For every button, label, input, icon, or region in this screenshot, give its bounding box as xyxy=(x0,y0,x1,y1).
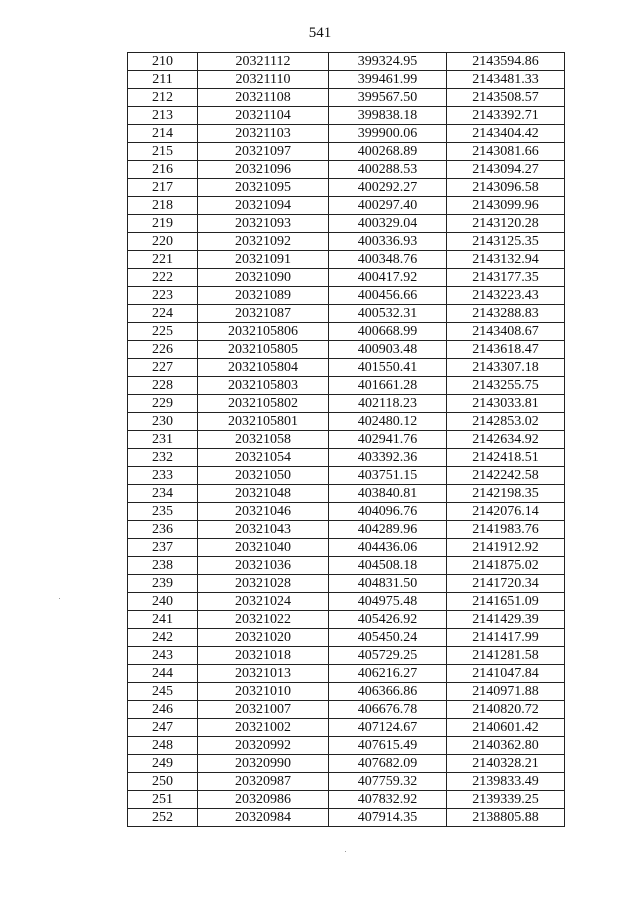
table-row xyxy=(128,575,565,593)
x-coordinate-cell: 400268.89 xyxy=(329,143,447,161)
point-number-cell: 236 xyxy=(128,521,198,539)
table-row xyxy=(128,737,565,755)
x-coordinate-cell: 406366.86 xyxy=(329,683,447,701)
x-coordinate-cell: 404508.18 xyxy=(329,557,447,575)
point-number-cell: 228 xyxy=(128,377,198,395)
y-coordinate-cell: 2143033.81 xyxy=(447,395,565,413)
x-coordinate-cell: 404831.50 xyxy=(329,575,447,593)
point-id-cell: 20320990 xyxy=(198,755,329,773)
x-coordinate-cell: 400348.76 xyxy=(329,251,447,269)
x-coordinate-cell: 399324.95 xyxy=(329,53,447,71)
point-number-cell: 234 xyxy=(128,485,198,503)
x-coordinate-cell: 400903.48 xyxy=(329,341,447,359)
x-coordinate-cell: 403751.15 xyxy=(329,467,447,485)
x-coordinate-cell: 403392.36 xyxy=(329,449,447,467)
point-number-cell: 217 xyxy=(128,179,198,197)
point-id-cell: 20321054 xyxy=(198,449,329,467)
y-coordinate-cell: 2143125.35 xyxy=(447,233,565,251)
y-coordinate-cell: 2141417.99 xyxy=(447,629,565,647)
table-row xyxy=(128,323,565,341)
point-id-cell: 2032105802 xyxy=(198,395,329,413)
point-id-cell: 20321108 xyxy=(198,89,329,107)
point-id-cell: 20321087 xyxy=(198,305,329,323)
point-id-cell: 20321097 xyxy=(198,143,329,161)
point-id-cell: 20321043 xyxy=(198,521,329,539)
table-row xyxy=(128,287,565,305)
y-coordinate-cell: 2139339.25 xyxy=(447,791,565,809)
point-id-cell: 2032105801 xyxy=(198,413,329,431)
y-coordinate-cell: 2141983.76 xyxy=(447,521,565,539)
point-id-cell: 20320984 xyxy=(198,809,329,827)
scan-speck xyxy=(59,598,60,599)
y-coordinate-cell: 2143081.66 xyxy=(447,143,565,161)
y-coordinate-cell: 2141651.09 xyxy=(447,593,565,611)
x-coordinate-cell: 400336.93 xyxy=(329,233,447,251)
x-coordinate-cell: 404436.06 xyxy=(329,539,447,557)
x-coordinate-cell: 402941.76 xyxy=(329,431,447,449)
y-coordinate-cell: 2143132.94 xyxy=(447,251,565,269)
table-row xyxy=(128,665,565,683)
table-row xyxy=(128,359,565,377)
point-number-cell: 223 xyxy=(128,287,198,305)
table-row xyxy=(128,773,565,791)
y-coordinate-cell: 2143288.83 xyxy=(447,305,565,323)
y-coordinate-cell: 2138805.88 xyxy=(447,809,565,827)
table-row xyxy=(128,593,565,611)
x-coordinate-cell: 400456.66 xyxy=(329,287,447,305)
point-id-cell: 20321112 xyxy=(198,53,329,71)
point-id-cell: 20321110 xyxy=(198,71,329,89)
x-coordinate-cell: 401661.28 xyxy=(329,377,447,395)
point-number-cell: 235 xyxy=(128,503,198,521)
point-id-cell: 20321103 xyxy=(198,125,329,143)
point-number-cell: 233 xyxy=(128,467,198,485)
point-id-cell: 20320992 xyxy=(198,737,329,755)
x-coordinate-cell: 401550.41 xyxy=(329,359,447,377)
x-coordinate-cell: 400532.31 xyxy=(329,305,447,323)
x-coordinate-cell: 400668.99 xyxy=(329,323,447,341)
point-id-cell: 2032105803 xyxy=(198,377,329,395)
point-number-cell: 239 xyxy=(128,575,198,593)
point-number-cell: 231 xyxy=(128,431,198,449)
y-coordinate-cell: 2143392.71 xyxy=(447,107,565,125)
y-coordinate-cell: 2143508.57 xyxy=(447,89,565,107)
x-coordinate-cell: 399900.06 xyxy=(329,125,447,143)
y-coordinate-cell: 2143618.47 xyxy=(447,341,565,359)
point-number-cell: 232 xyxy=(128,449,198,467)
x-coordinate-cell: 402118.23 xyxy=(329,395,447,413)
point-number-cell: 251 xyxy=(128,791,198,809)
point-number-cell: 219 xyxy=(128,215,198,233)
point-number-cell: 243 xyxy=(128,647,198,665)
table-row xyxy=(128,503,565,521)
table-row xyxy=(128,377,565,395)
table-row xyxy=(128,215,565,233)
point-id-cell: 20321022 xyxy=(198,611,329,629)
y-coordinate-cell: 2142853.02 xyxy=(447,413,565,431)
table-row xyxy=(128,269,565,287)
table-row xyxy=(128,629,565,647)
x-coordinate-cell: 407615.49 xyxy=(329,737,447,755)
scan-speck xyxy=(345,851,346,852)
y-coordinate-cell: 2143481.33 xyxy=(447,71,565,89)
y-coordinate-cell: 2141281.58 xyxy=(447,647,565,665)
y-coordinate-cell: 2143594.86 xyxy=(447,53,565,71)
x-coordinate-cell: 407914.35 xyxy=(329,809,447,827)
table-row xyxy=(128,557,565,575)
point-number-cell: 252 xyxy=(128,809,198,827)
table-row xyxy=(128,143,565,161)
y-coordinate-cell: 2142418.51 xyxy=(447,449,565,467)
x-coordinate-cell: 407124.67 xyxy=(329,719,447,737)
x-coordinate-cell: 406216.27 xyxy=(329,665,447,683)
y-coordinate-cell: 2142198.35 xyxy=(447,485,565,503)
point-number-cell: 245 xyxy=(128,683,198,701)
y-coordinate-cell: 2143307.18 xyxy=(447,359,565,377)
y-coordinate-cell: 2141720.34 xyxy=(447,575,565,593)
point-number-cell: 240 xyxy=(128,593,198,611)
point-id-cell: 20321048 xyxy=(198,485,329,503)
point-number-cell: 210 xyxy=(128,53,198,71)
x-coordinate-cell: 400417.92 xyxy=(329,269,447,287)
y-coordinate-cell: 2143096.58 xyxy=(447,179,565,197)
table-row xyxy=(128,197,565,215)
point-number-cell: 218 xyxy=(128,197,198,215)
point-id-cell: 20321095 xyxy=(198,179,329,197)
table-row xyxy=(128,647,565,665)
point-number-cell: 222 xyxy=(128,269,198,287)
point-number-cell: 242 xyxy=(128,629,198,647)
x-coordinate-cell: 399567.50 xyxy=(329,89,447,107)
y-coordinate-cell: 2142076.14 xyxy=(447,503,565,521)
table-row xyxy=(128,395,565,413)
point-number-cell: 248 xyxy=(128,737,198,755)
y-coordinate-cell: 2140820.72 xyxy=(447,701,565,719)
x-coordinate-cell: 400297.40 xyxy=(329,197,447,215)
coordinates-table xyxy=(127,52,565,827)
x-coordinate-cell: 407759.32 xyxy=(329,773,447,791)
y-coordinate-cell: 2140601.42 xyxy=(447,719,565,737)
y-coordinate-cell: 2141875.02 xyxy=(447,557,565,575)
point-id-cell: 20321028 xyxy=(198,575,329,593)
x-coordinate-cell: 404975.48 xyxy=(329,593,447,611)
point-id-cell: 20321096 xyxy=(198,161,329,179)
table-row xyxy=(128,449,565,467)
table-row xyxy=(128,701,565,719)
table-row xyxy=(128,719,565,737)
x-coordinate-cell: 407832.92 xyxy=(329,791,447,809)
point-number-cell: 214 xyxy=(128,125,198,143)
point-number-cell: 249 xyxy=(128,755,198,773)
table-row xyxy=(128,683,565,701)
coordinates-table-body xyxy=(128,53,565,827)
x-coordinate-cell: 405729.25 xyxy=(329,647,447,665)
point-id-cell: 20321058 xyxy=(198,431,329,449)
point-number-cell: 230 xyxy=(128,413,198,431)
point-id-cell: 20321089 xyxy=(198,287,329,305)
x-coordinate-cell: 405426.92 xyxy=(329,611,447,629)
y-coordinate-cell: 2143094.27 xyxy=(447,161,565,179)
table-row xyxy=(128,611,565,629)
table-row xyxy=(128,521,565,539)
table-row xyxy=(128,251,565,269)
point-id-cell: 20320986 xyxy=(198,791,329,809)
point-id-cell: 2032105805 xyxy=(198,341,329,359)
table-row xyxy=(128,89,565,107)
y-coordinate-cell: 2140971.88 xyxy=(447,683,565,701)
y-coordinate-cell: 2141912.92 xyxy=(447,539,565,557)
y-coordinate-cell: 2142634.92 xyxy=(447,431,565,449)
point-id-cell: 20320987 xyxy=(198,773,329,791)
table-row xyxy=(128,125,565,143)
y-coordinate-cell: 2143120.28 xyxy=(447,215,565,233)
point-number-cell: 241 xyxy=(128,611,198,629)
point-number-cell: 246 xyxy=(128,701,198,719)
table-row xyxy=(128,809,565,827)
x-coordinate-cell: 403840.81 xyxy=(329,485,447,503)
point-id-cell: 2032105804 xyxy=(198,359,329,377)
y-coordinate-cell: 2143223.43 xyxy=(447,287,565,305)
table-row xyxy=(128,755,565,773)
y-coordinate-cell: 2141047.84 xyxy=(447,665,565,683)
point-number-cell: 224 xyxy=(128,305,198,323)
point-number-cell: 247 xyxy=(128,719,198,737)
point-id-cell: 20321040 xyxy=(198,539,329,557)
x-coordinate-cell: 406676.78 xyxy=(329,701,447,719)
point-number-cell: 227 xyxy=(128,359,198,377)
point-number-cell: 250 xyxy=(128,773,198,791)
point-number-cell: 237 xyxy=(128,539,198,557)
point-id-cell: 2032105806 xyxy=(198,323,329,341)
x-coordinate-cell: 399461.99 xyxy=(329,71,447,89)
point-id-cell: 20321018 xyxy=(198,647,329,665)
point-id-cell: 20321024 xyxy=(198,593,329,611)
point-number-cell: 225 xyxy=(128,323,198,341)
table-row xyxy=(128,233,565,251)
point-number-cell: 238 xyxy=(128,557,198,575)
point-number-cell: 215 xyxy=(128,143,198,161)
point-id-cell: 20321020 xyxy=(198,629,329,647)
point-id-cell: 20321007 xyxy=(198,701,329,719)
point-id-cell: 20321013 xyxy=(198,665,329,683)
y-coordinate-cell: 2141429.39 xyxy=(447,611,565,629)
x-coordinate-cell: 399838.18 xyxy=(329,107,447,125)
table-row xyxy=(128,791,565,809)
table-row xyxy=(128,305,565,323)
y-coordinate-cell: 2140328.21 xyxy=(447,755,565,773)
x-coordinate-cell: 407682.09 xyxy=(329,755,447,773)
table-row xyxy=(128,539,565,557)
table-row xyxy=(128,485,565,503)
table-row xyxy=(128,467,565,485)
x-coordinate-cell: 404096.76 xyxy=(329,503,447,521)
table-row xyxy=(128,431,565,449)
point-id-cell: 20321046 xyxy=(198,503,329,521)
x-coordinate-cell: 405450.24 xyxy=(329,629,447,647)
y-coordinate-cell: 2143408.67 xyxy=(447,323,565,341)
point-id-cell: 20321093 xyxy=(198,215,329,233)
table-row xyxy=(128,161,565,179)
x-coordinate-cell: 404289.96 xyxy=(329,521,447,539)
point-id-cell: 20321050 xyxy=(198,467,329,485)
x-coordinate-cell: 400292.27 xyxy=(329,179,447,197)
point-id-cell: 20321002 xyxy=(198,719,329,737)
point-id-cell: 20321104 xyxy=(198,107,329,125)
x-coordinate-cell: 400288.53 xyxy=(329,161,447,179)
point-id-cell: 20321092 xyxy=(198,233,329,251)
x-coordinate-cell: 402480.12 xyxy=(329,413,447,431)
point-number-cell: 212 xyxy=(128,89,198,107)
y-coordinate-cell: 2143099.96 xyxy=(447,197,565,215)
point-number-cell: 226 xyxy=(128,341,198,359)
point-number-cell: 229 xyxy=(128,395,198,413)
y-coordinate-cell: 2143255.75 xyxy=(447,377,565,395)
table-row xyxy=(128,413,565,431)
point-number-cell: 220 xyxy=(128,233,198,251)
y-coordinate-cell: 2139833.49 xyxy=(447,773,565,791)
point-id-cell: 20321091 xyxy=(198,251,329,269)
point-number-cell: 211 xyxy=(128,71,198,89)
point-number-cell: 221 xyxy=(128,251,198,269)
point-number-cell: 244 xyxy=(128,665,198,683)
y-coordinate-cell: 2140362.80 xyxy=(447,737,565,755)
table-row xyxy=(128,341,565,359)
y-coordinate-cell: 2142242.58 xyxy=(447,467,565,485)
table-row xyxy=(128,107,565,125)
point-number-cell: 216 xyxy=(128,161,198,179)
table-row xyxy=(128,71,565,89)
table-row xyxy=(128,53,565,71)
point-id-cell: 20321010 xyxy=(198,683,329,701)
point-id-cell: 20321036 xyxy=(198,557,329,575)
table-row xyxy=(128,179,565,197)
y-coordinate-cell: 2143177.35 xyxy=(447,269,565,287)
page-number: 541 xyxy=(308,25,332,41)
point-number-cell: 213 xyxy=(128,107,198,125)
y-coordinate-cell: 2143404.42 xyxy=(447,125,565,143)
point-id-cell: 20321090 xyxy=(198,269,329,287)
x-coordinate-cell: 400329.04 xyxy=(329,215,447,233)
point-id-cell: 20321094 xyxy=(198,197,329,215)
